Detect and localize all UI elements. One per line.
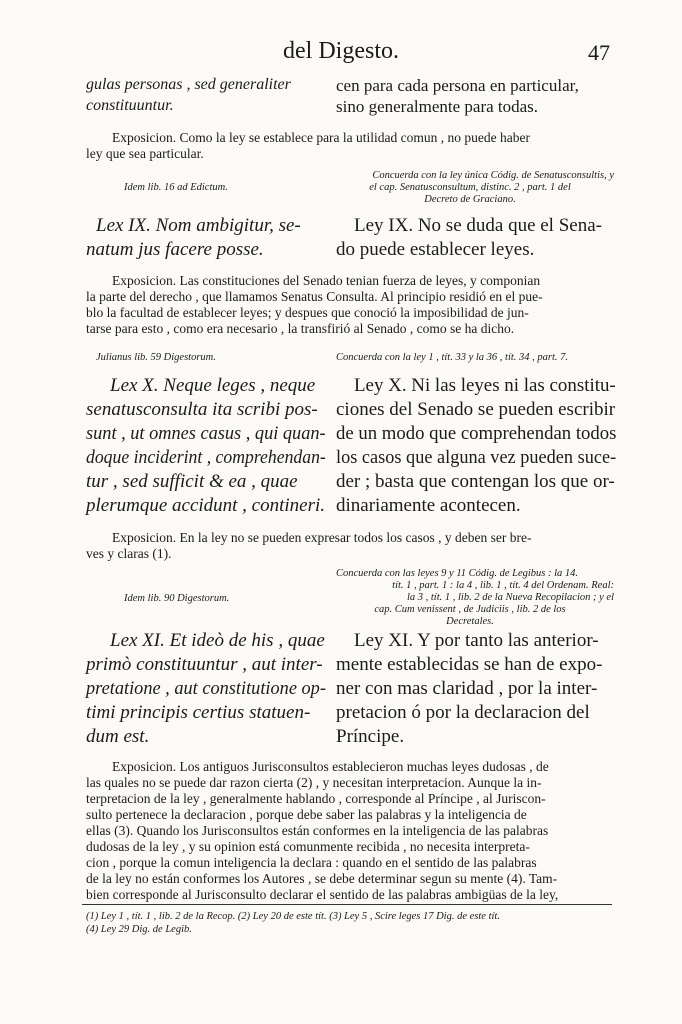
concordance-line: Concuerda con las leyes 9 y 11 Códig. de Legibus : la 14. (336, 568, 579, 579)
exposicion-line: cion , porque la comun inteligencia la declara : quando en el sentido de las palabras (86, 855, 537, 870)
concordance-line: Decreto de Graciano. (424, 194, 516, 205)
exposicion-line: Exposicion. Los antiguos Jurisconsultos establecieron muchas leyes dudosas , de (112, 759, 549, 774)
exposicion-line: tarse para esto , como era necesario , la transfirió al Senado , como se ha dicho. (86, 321, 515, 336)
latin-law-line: plerumque accidunt , contineri. (86, 495, 326, 516)
spanish-law-line: Ley X. Ni las leyes ni las constitu- (354, 375, 616, 396)
spanish-law-line: Ley XI. Y por tanto las anterior- (354, 630, 599, 651)
exposicion-line: Exposicion. En la ley no se pueden expresar todos los casos , y deben ser bre- (112, 530, 532, 545)
latin-law-line: primò constituuntur , aut inter- (86, 654, 323, 675)
concordance-line: la 3 , tít. 1 , lib. 2 de la Nueva Recopilacion ; y el (406, 592, 614, 603)
footnote-rule (82, 904, 612, 905)
concordance-line: Concuerda con la ley única Códig. de Senatusconsultis, y (372, 170, 614, 181)
latin-law-line: sunt , ut omnes casus , qui quan- (86, 423, 326, 444)
latin-text-line: constituuntur. (86, 97, 174, 114)
latin-law-line: Lex XI. Et ideò de his , quae (110, 630, 325, 651)
exposicion-line: de la ley no están conformes los Autores , se debe determinar segun su mente (4). Tam- (86, 871, 558, 886)
spanish-law-line: pretacion ó por la declaracion del (336, 702, 590, 723)
spanish-law-line: los casos que alguna vez pueden suce- (336, 447, 617, 468)
spanish-text-line: cen para cada persona en particular, (336, 76, 579, 95)
latin-law-line: senatusconsulta ita scribi pos- (86, 399, 318, 420)
spanish-law-line: ciones del Senado se pueden escribir (336, 399, 616, 420)
footnote-line: (4) Ley 29 Dig. de Legib. (86, 924, 192, 935)
spanish-law-line: dinariamente acontecen. (336, 495, 521, 516)
footnote-line: (1) Ley 1 , tít. 1 , lib. 2 de la Recop. (2) Ley 20 de este tít. (3) Ley 5 , Scire leges 17 Dig. de este tít. (86, 911, 500, 922)
concordance-line: tít. 1 , part. 1 : la 4 , lib. 1 , tít. 4 del Ordenam. Real: (392, 580, 614, 591)
exposicion-line: terpretacion de la ley , generalmente hablando , corresponde al Príncipe , al Juriscon- (86, 791, 546, 806)
spanish-law-line: Ley IX. No se duda que el Sena- (354, 215, 602, 236)
latin-law-line: timi principis certius statuen- (86, 702, 311, 723)
exposicion-line: dudosas de la ley , y su opinion está comunmente recibida , no necesita interpreta- (86, 839, 530, 854)
concordance-line: Concuerda con la ley 1 , tít. 33 y la 36 , tít. 34 , part. 7. (336, 352, 569, 363)
concordance-line: cap. Cum venissent , de Judiciis , lib. 2 de los (374, 604, 566, 615)
spanish-text-line: sino generalmente para todas. (336, 97, 539, 116)
exposicion-line: las quales no se puede dar razon cierta (2) , y necesitan interpretacion. Aunque la in- (86, 775, 542, 790)
page-number: 47 (588, 40, 610, 65)
spanish-law-line: ner con mas claridad , por la inter- (336, 678, 598, 699)
latin-law-line: natum jus facere posse. (86, 239, 264, 260)
source-citation: Idem lib. 90 Digestorum. (124, 593, 230, 604)
source-citation: Idem lib. 16 ad Edictum. (124, 182, 228, 193)
latin-text-line: gulas personas , sed generaliter (86, 76, 291, 93)
exposicion-line: la parte del derecho , que llamamos Senatus Consulta. Al principio residió en el pue- (86, 289, 543, 304)
exposicion-line: blo la facultad de establecer leyes; y despues que conoció la imposibilidad de jun- (86, 305, 529, 320)
source-citation: Julianus lib. 59 Digestorum. (96, 352, 216, 363)
running-head: del Digesto. (283, 38, 399, 64)
latin-law-line: tur , sed sufficit & ea , quae (86, 471, 298, 492)
exposicion-line: Exposicion. Como la ley se establece para la utilidad comun , no puede haber (112, 130, 530, 145)
exposicion-line: bien corresponde al Jurisconsulto declarar el sentido de las palabras ambigüas de la ley, (86, 887, 559, 902)
spanish-law-line: mente establecidas se han de expo- (336, 654, 603, 675)
spanish-law-line: der ; basta que contengan los que or- (336, 471, 615, 492)
latin-law-line: dum est. (86, 726, 150, 747)
spanish-law-line: de un modo que comprehendan todos (336, 423, 617, 444)
latin-law-line: Lex X. Neque leges , neque (110, 375, 316, 396)
latin-law-line: doque inciderint , comprehendan- (86, 447, 326, 468)
latin-law-line: Lex IX. Nom ambigitur, se- (96, 215, 301, 236)
concordance-line: el cap. Senatusconsultum, distinc. 2 , part. 1 del (369, 182, 571, 193)
concordance-line: Decretales. (446, 616, 494, 627)
spanish-law-line: Príncipe. (336, 726, 405, 747)
exposicion-line: ves y claras (1). (86, 546, 172, 561)
spanish-law-line: do puede establecer leyes. (336, 239, 535, 260)
exposicion-line: ellas (3). Quando los Jurisconsultos están conformes en la inteligencia de las palabras (86, 823, 549, 838)
exposicion-line: ley que sea particular. (86, 146, 204, 161)
latin-law-line: pretatione , aut constitutione op- (86, 678, 326, 699)
exposicion-line: sulto pertenece la declaracion , porque debe saber las palabras y la inteligencia de (86, 807, 527, 822)
exposicion-line: Exposicion. Las constituciones del Senado tenian fuerza de leyes, y componian (112, 273, 541, 288)
